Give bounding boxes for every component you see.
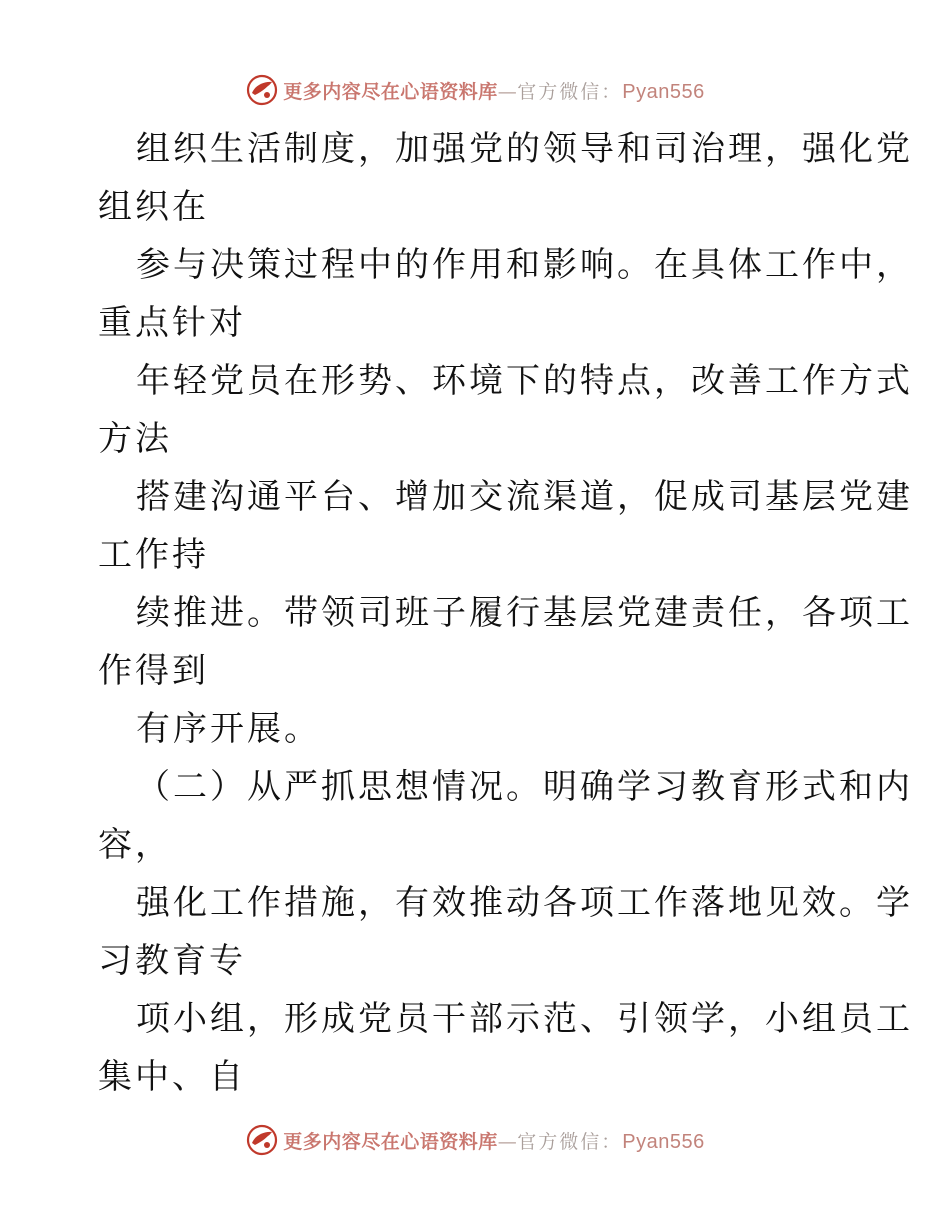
footer-wechat-id: Pyan556 xyxy=(622,1130,705,1153)
document-body xyxy=(98,120,913,1106)
body-line-17: 集中、自 xyxy=(98,1057,246,1097)
header-banner xyxy=(0,70,950,110)
header-site-text: 更多内容尽在心语资料库 xyxy=(283,80,498,103)
header-separator: — xyxy=(497,80,518,103)
pen-nib-logo-icon xyxy=(245,1123,279,1157)
body-line-10: 作得到 xyxy=(98,651,209,691)
header-wechat-label: 官方微信： xyxy=(517,80,623,103)
body-line-6: 方法 xyxy=(98,419,172,459)
body-line-13: 容， xyxy=(98,825,172,865)
body-line-9: 续推进。带领司班子履行基层党建责任，各项工 xyxy=(136,593,913,633)
footer-banner-text xyxy=(283,1127,705,1154)
body-line-8: 工作持 xyxy=(98,535,209,575)
body-line-11: 有序开展。 xyxy=(136,709,321,749)
body-line-3: 参与决策过程中的作用和影响。在具体工作中， xyxy=(136,245,913,285)
body-line-12: （二）从严抓思想情况。明确学习教育形式和内 xyxy=(136,767,913,807)
body-line-5: 年轻党员在形势、环境下的特点，改善工作方式 xyxy=(136,361,913,401)
body-line-1: 组织生活制度，加强党的领导和司治理，强化党 xyxy=(136,129,913,169)
header-banner-text xyxy=(283,77,705,104)
body-line-16: 项小组，形成党员干部示范、引领学，小组员工 xyxy=(136,999,913,1039)
footer-wechat-label: 官方微信： xyxy=(517,1130,623,1153)
footer-banner xyxy=(0,1120,950,1160)
body-line-4: 重点针对 xyxy=(98,303,246,343)
body-line-15: 习教育专 xyxy=(98,941,246,981)
footer-site-text: 更多内容尽在心语资料库 xyxy=(283,1130,498,1153)
body-line-2: 组织在 xyxy=(98,187,209,227)
pen-nib-logo-icon xyxy=(245,73,279,107)
footer-separator: — xyxy=(497,1130,518,1153)
header-wechat-id: Pyan556 xyxy=(622,80,705,103)
body-line-14: 强化工作措施，有效推动各项工作落地见效。学 xyxy=(136,883,913,923)
body-line-7: 搭建沟通平台、增加交流渠道，促成司基层党建 xyxy=(136,477,913,517)
